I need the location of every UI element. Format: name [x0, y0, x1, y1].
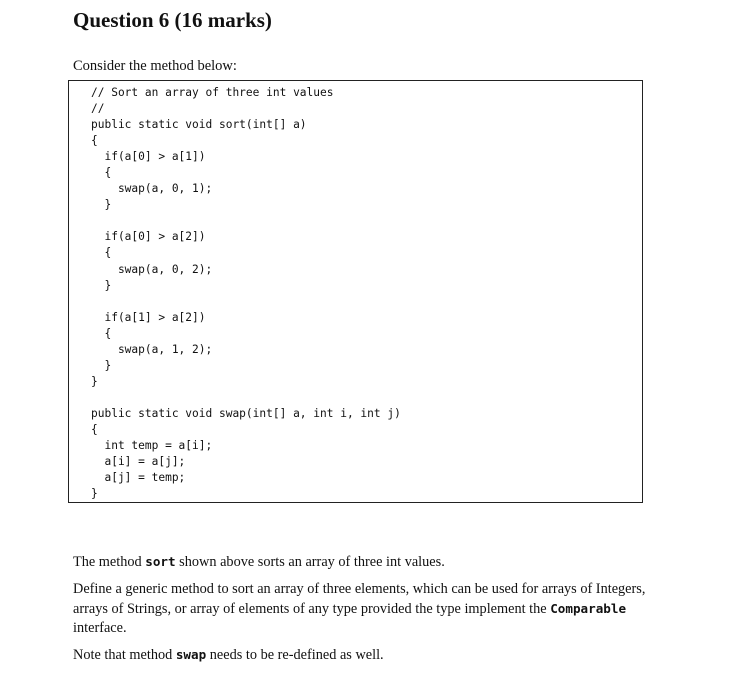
code-line: } — [91, 358, 112, 372]
inline-code-swap: swap — [175, 647, 207, 662]
code-line: swap(a, 1, 2); — [91, 342, 213, 356]
code-line: } — [91, 487, 98, 501]
code-line: if(a[0] > a[1]) — [91, 150, 206, 164]
code-line: } — [91, 374, 98, 388]
code-line — [91, 213, 401, 229]
code-line: { — [91, 326, 112, 340]
code-line: a[i] = a[j]; — [91, 455, 186, 469]
para-text: interface. — [73, 620, 127, 636]
inline-code-sort: sort — [145, 554, 176, 569]
code-line: } — [91, 198, 112, 212]
code-line — [91, 390, 401, 406]
intro-text: Consider the method below: — [73, 58, 237, 74]
para-text: shown above sorts an array of three int values. — [175, 554, 445, 570]
code-line: // Sort an array of three int values — [91, 86, 334, 99]
code-listing — [91, 85, 401, 502]
description-paragraph — [73, 552, 663, 572]
question-title: Question 6 (16 marks) — [73, 8, 272, 32]
code-line: // — [91, 102, 105, 116]
task-paragraph — [73, 580, 663, 638]
code-line: int temp = a[i]; — [91, 439, 213, 453]
inline-code-comparable: Comparable — [550, 601, 627, 616]
code-line: if(a[1] > a[2]) — [91, 310, 206, 324]
note-paragraph — [73, 645, 663, 665]
code-line: public static void sort(int[] a) — [91, 118, 307, 132]
code-line: swap(a, 0, 1); — [91, 182, 213, 196]
para-text: Define a generic method to sort an array of three elements, which can be used for arrays of Integers, arrays of Strings, or array of elements of any type provided the type implement the — [73, 581, 646, 617]
code-line: { — [91, 246, 112, 260]
code-block — [68, 80, 643, 503]
code-line: { — [91, 422, 98, 436]
code-line: if(a[0] > a[2]) — [91, 230, 206, 244]
para-text: needs to be re-defined as well. — [206, 647, 384, 663]
code-line: } — [91, 278, 112, 292]
para-text: Note that method — [73, 647, 176, 663]
code-line: { — [91, 166, 112, 180]
code-line — [91, 294, 401, 310]
code-line: swap(a, 0, 2); — [91, 262, 213, 276]
code-line: public static void swap(int[] a, int i, int j) — [91, 406, 401, 420]
para-text: The method — [73, 554, 146, 570]
code-line: a[j] = temp; — [91, 471, 186, 485]
code-line: { — [91, 134, 98, 148]
